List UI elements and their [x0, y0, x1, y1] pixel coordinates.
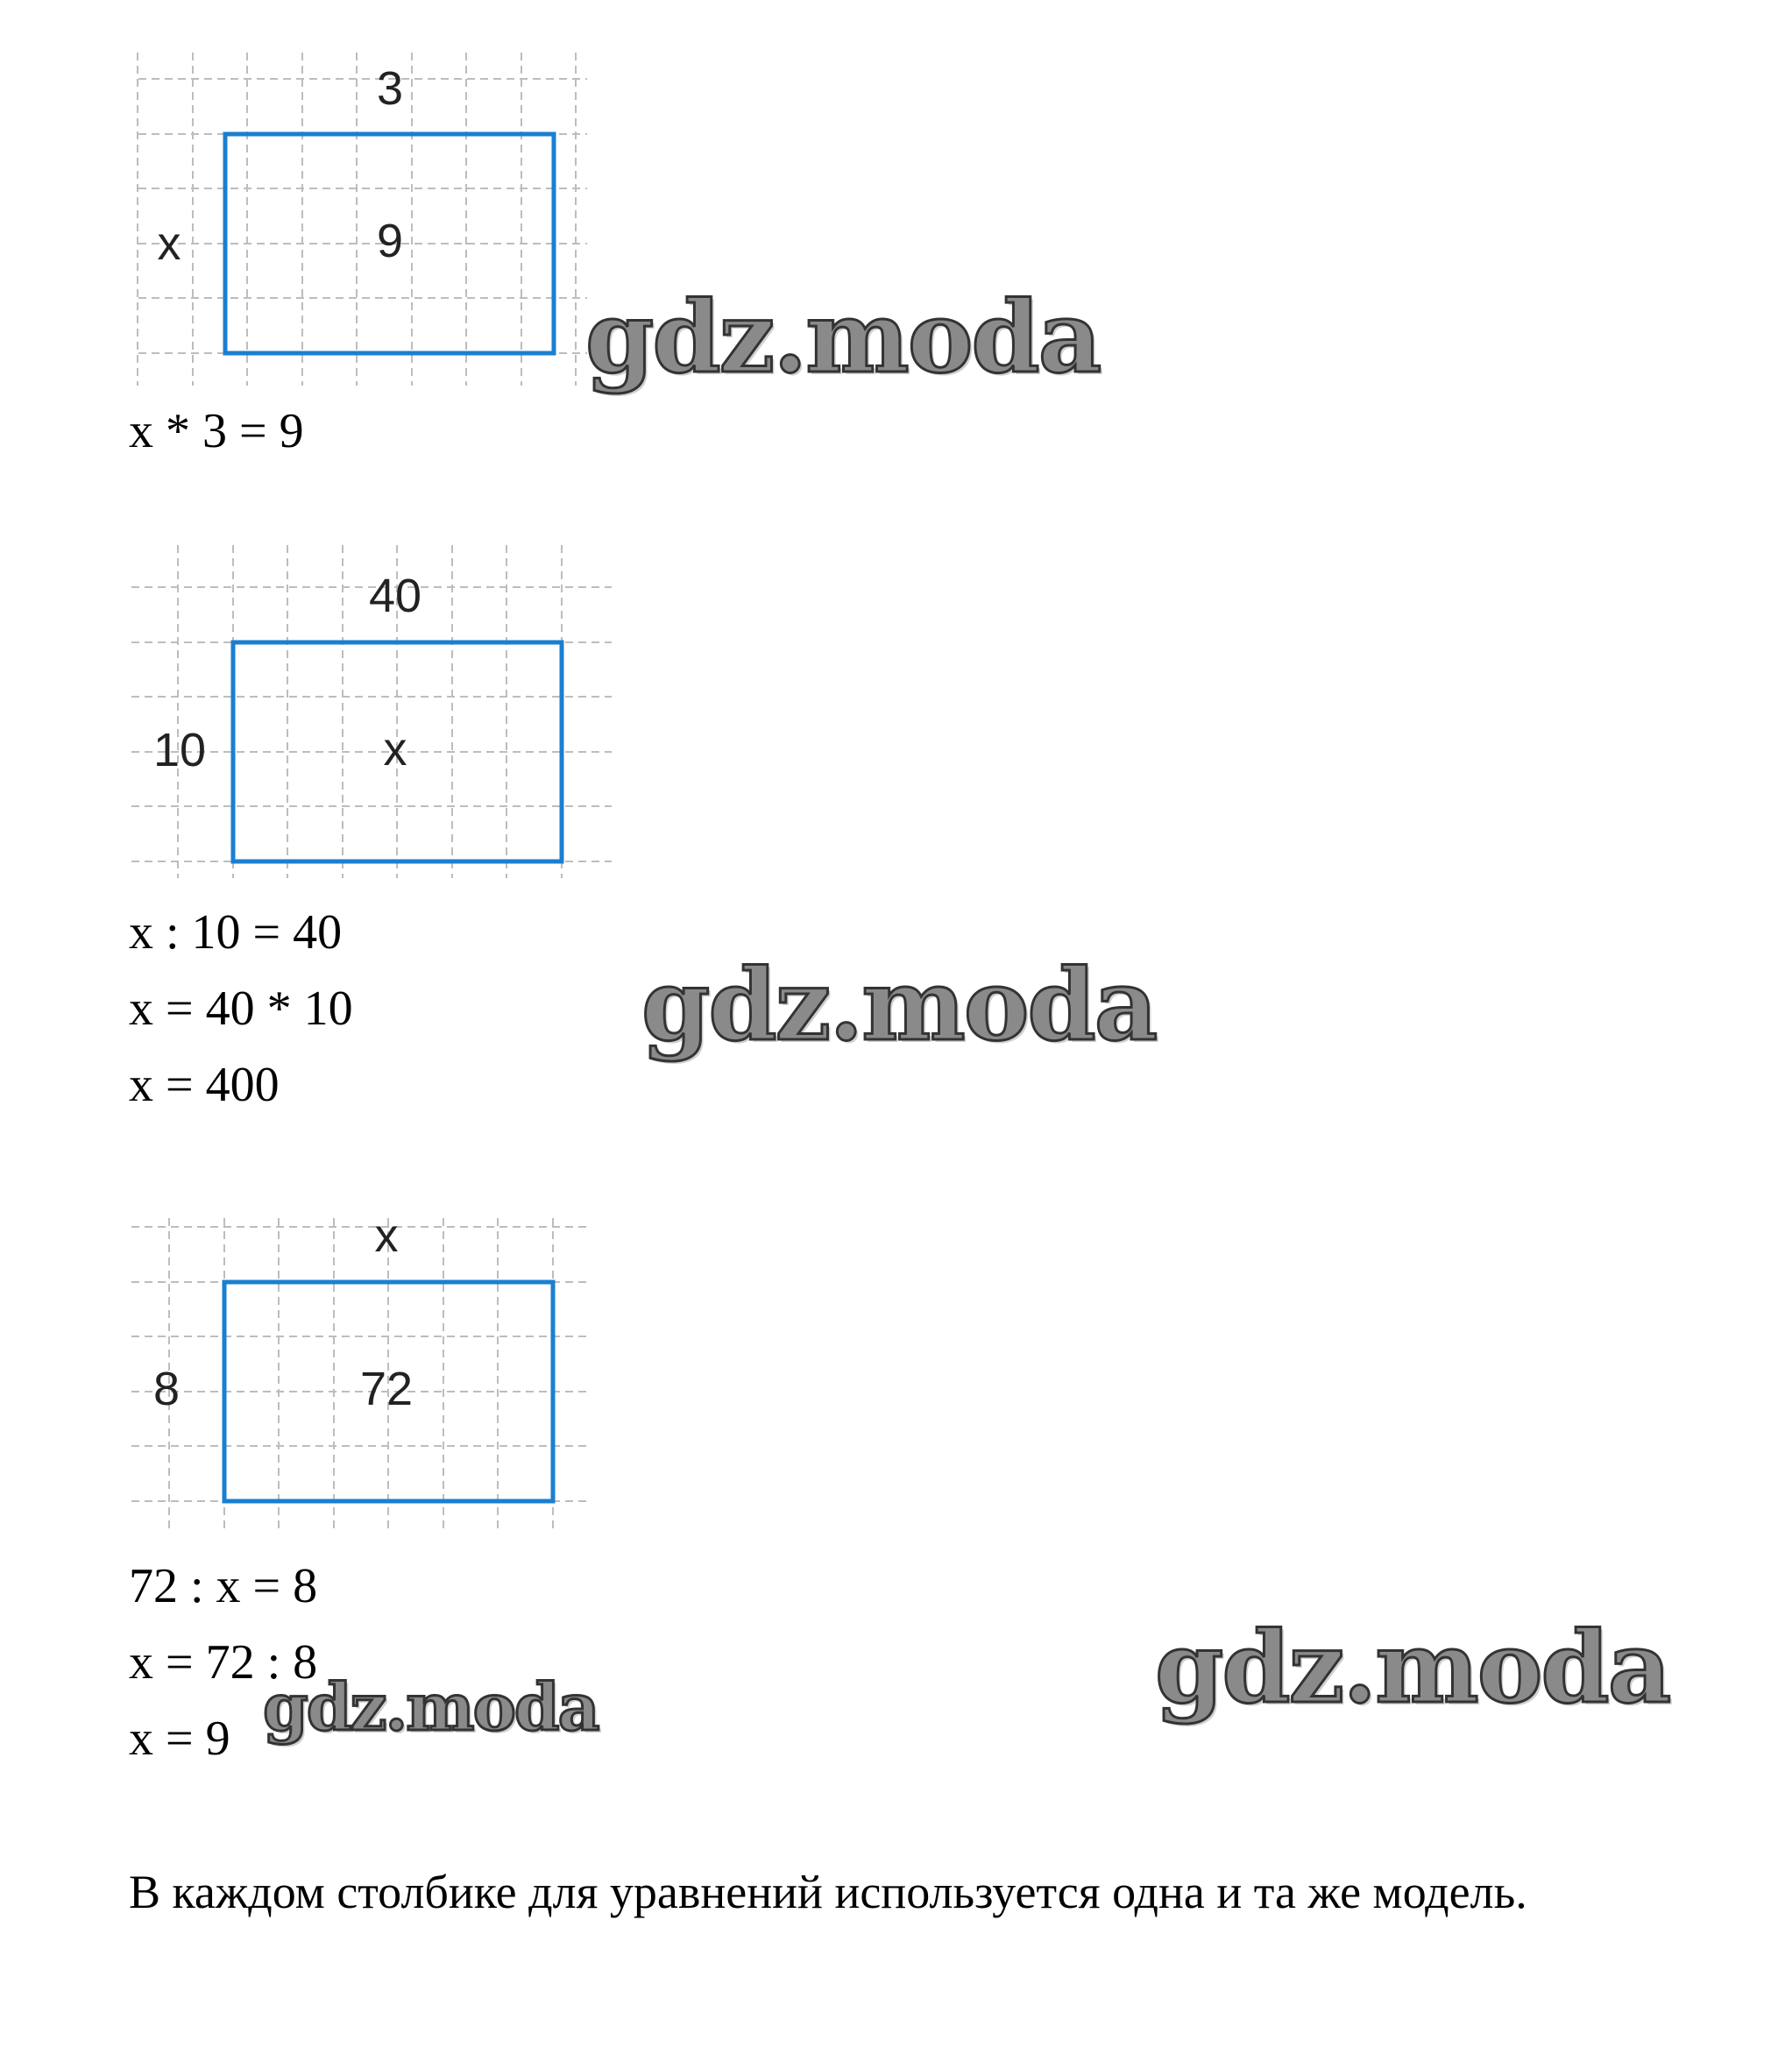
conclusion-text: В каждом столбике для уравнений используется одна и та же модель.	[129, 1866, 1527, 1918]
watermark-4: gdz.moda	[1155, 1611, 1670, 1725]
rectangle-model-1	[131, 53, 605, 394]
watermark-1: gdz.moda	[585, 280, 1101, 395]
equation-3-2: x = 72 : 8	[129, 1635, 318, 1690]
rectangle-model-3	[131, 1209, 605, 1542]
top-label: x	[374, 1209, 399, 1262]
center-label: 9	[376, 215, 404, 267]
equation-1-1: x * 3 = 9	[129, 404, 304, 458]
top-label: 3	[376, 62, 404, 115]
equation-2-3: x = 400	[129, 1058, 280, 1112]
side-label: x	[157, 217, 181, 270]
watermark-2: gdz.moda	[641, 948, 1157, 1063]
side-label: 10	[152, 724, 207, 776]
equation-2-2: x = 40 * 10	[129, 981, 353, 1036]
watermark-3: gdz.moda	[263, 1670, 599, 1746]
top-label: 40	[368, 570, 422, 622]
equation-3-1: 72 : x = 8	[129, 1559, 318, 1613]
rectangle-model-2	[131, 545, 622, 887]
center-label: x	[383, 723, 407, 776]
equation-2-1: x : 10 = 40	[129, 905, 343, 960]
equation-3-3: x = 9	[129, 1711, 230, 1766]
center-label: 72	[359, 1363, 414, 1415]
side-label: 8	[152, 1363, 181, 1415]
grid-1	[131, 53, 605, 394]
